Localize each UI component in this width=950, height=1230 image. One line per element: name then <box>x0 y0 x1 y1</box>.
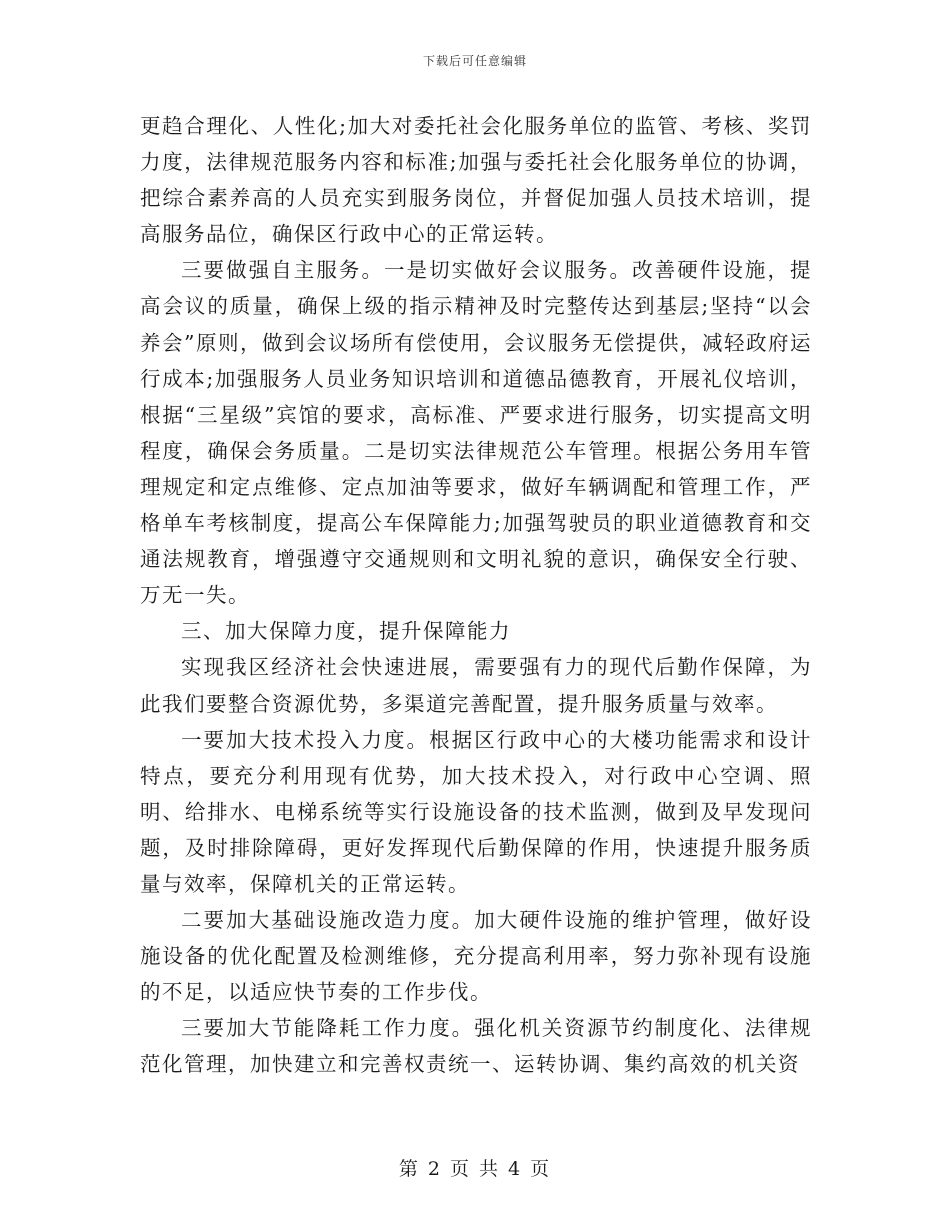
paragraph-tech-investment: 一要加大技术投入力度。根据区行政中心的大楼功能需求和设计特点，要充分利用现有优势，加大技术投入，对行政中心空调、照明、给排水、电梯系统等实行设施设备的技术监测，做到及早发现问题，及时排除障碍，更好发挥现代后勤保障的作用，快速提升服务质量与效率，保障机关的正常运转。 <box>140 727 812 896</box>
header-note: 下载后可任意编辑 <box>422 54 527 68</box>
paragraph-infrastructure: 二要加大基础设施改造力度。加大硬件设施的维护管理，做好设施设备的优化配置及检测维修，充分提高利用率，努力弥补现有设施的不足，以适应快节奏的工作步伐。 <box>140 908 812 1005</box>
document-body <box>140 108 812 1083</box>
paragraph-self-service: 三要做强自主服务。一是切实做好会议服务。改善硬件设施，提高会议的质量，确保上级的指示精神及时完整传达到基层;坚持“以会养会”原则，做到会议场所有偿使用，会议服务无偿提供，减轻政府运行成本;加强服务人员业务知识培训和道德品德教育，开展礼仪培训，根据“三星级”宾馆的要求，高标准、严要求进行服务，切实提高文明程度，确保会务质量。二是切实法律规范公车管理。根据公务用车管理规定和定点维修、定点加油等要求，做好车辆调配和管理工作，严格单车考核制度，提高公车保障能力;加强驾驶员的职业道德教育和交通法规教育，增强遵守交通规则和文明礼貌的意识，确保安全行驶、万无一失。 <box>140 258 812 608</box>
paragraph-energy-saving: 三要加大节能降耗工作力度。强化机关资源节约制度化、法律规范化管理，加快建立和完善权责统一、运转协调、集约高效的机关资 <box>140 1016 812 1077</box>
section-heading-3: 三、加大保障力度，提升保障能力 <box>181 619 511 644</box>
paragraph-continuation: 更趋合理化、人性化;加大对委托社会化服务单位的监管、考核、奖罚力度，法律规范服务内容和标准;加强与委托社会化服务单位的协调，把综合素养高的人员充实到服务岗位，并督促加强人员技术培训，提高服务品位，确保区行政中心的正常运转。 <box>140 114 812 247</box>
page-number: 第 2 页 共 4 页 <box>398 1158 552 1180</box>
paragraph-intro: 实现我区经济社会快速进展，需要强有力的现代后勤作保障，为此我们要整合资源优势，多渠道完善配置，提升服务质量与效率。 <box>140 655 812 716</box>
